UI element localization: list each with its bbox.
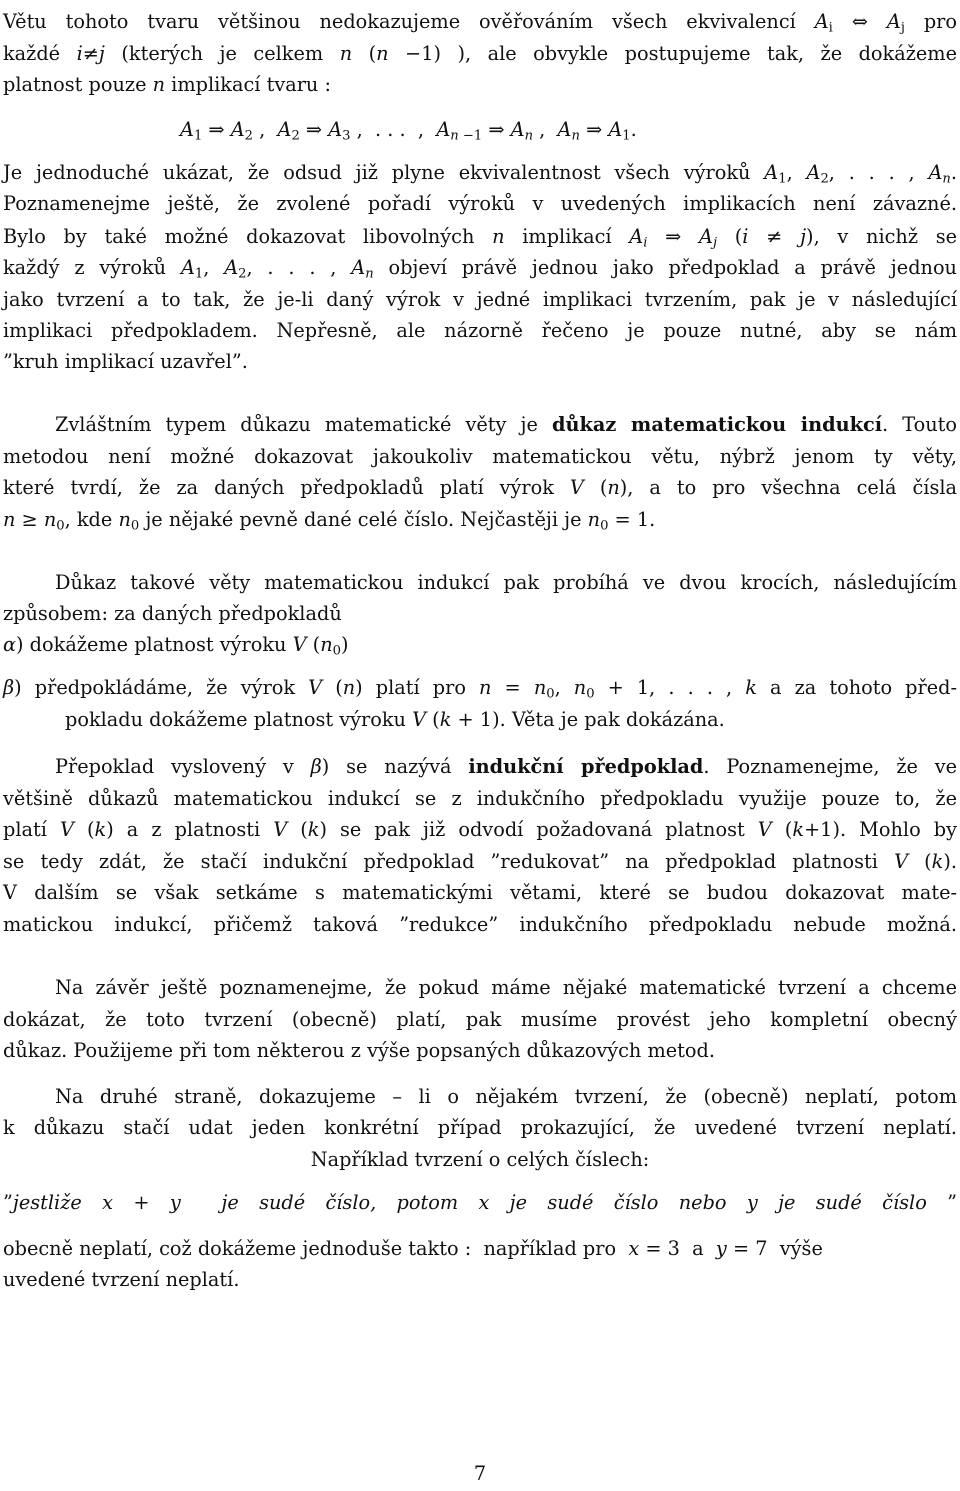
text-line: obecně neplatí, což dokážeme jednoduše takto : například pro x = 3 a y = 7 výše — [3, 1237, 823, 1260]
text-line: implikaci předpokladem. Nepřesně, ale názorně řečeno je pouze nutné, aby se nám — [3, 319, 957, 342]
text-line: k důkazu stačí udat jeden konkrétní případ prokazující, že uvedené tvrzení neplatí. — [3, 1116, 957, 1139]
text-line: Bylo by také možné dokazovat libovolných n implikací $A_i$ ⇒ $A_j$ (i ≠ j), v nichž se — [3, 225, 958, 251]
text-line: ”kruh implikací uzavřel”. — [3, 350, 248, 373]
text-line: které tvrdí, že za daných předpokladů platí výrok V (n), a to pro všechna celá čísla — [3, 476, 958, 499]
text-line: Zvláštním typem důkazu matematické věty je důkaz matematickou indukcí. Touto — [55, 413, 957, 436]
text-line: Větu tohoto tvaru většinou nedokazujeme ověřováním všech ekvivalencí $A_i$ ⇔ $A_j$ pro — [3, 10, 957, 36]
text-line: většině důkazů matematickou indukcí se z indukčního předpokladu využije pouze to, že — [3, 787, 957, 810]
text-line: uvedené tvrzení neplatí. — [3, 1268, 240, 1291]
text-line: $A_1$ ⇒ $A_2$ , $A_2$ ⇒ $A_3$ , . . . , $A_{n -1}$ ⇒ $A_n$ , $A_n$ ⇒ $A_1$. — [180, 118, 637, 144]
text-line: důkaz. Použijeme při tom některou z výše popsaných důkazových metod. — [3, 1039, 715, 1062]
text-line: matickou indukcí, přičemž taková ”redukce” indukčního předpokladu nebude možná. — [3, 913, 957, 936]
text-line: platnost pouze n implikací tvaru : — [3, 73, 331, 96]
page-number: 7 — [473, 1462, 487, 1485]
text-line: dokázat, že toto tvrzení (obecně) platí, pak musíme provést jeho kompletní obecný — [3, 1008, 957, 1031]
text-line: metodou není možné dokazovat jakoukoliv matematickou větu, nýbrž jenom ty věty, — [3, 445, 957, 468]
text-line: způsobem: za daných předpokladů — [3, 602, 342, 625]
text-line: Poznamenejme ještě, že zvolené pořadí výroků v uvedených implikacích není závazné. — [3, 192, 957, 215]
text-line: β) předpokládáme, že výrok V (n) platí pro $n = n_0$, $n_0 + 1$, . . . , k a za tohoto před- — [3, 676, 958, 702]
text-line: se tedy zdát, že stačí indukční předpoklad ”redukovat” na předpoklad platnosti V (k). — [3, 850, 957, 873]
text-line: jako tvrzení a to tak, že je-li daný výrok v jedné implikaci tvrzením, pak je v následující — [3, 288, 957, 311]
text-line: $n \ge n_0$, kde $n_0$ je nějaké pevně dané celé číslo. Nejčastěji je $n_0 = 1$. — [3, 508, 656, 534]
text-line: platí V (k) a z platnosti V (k) se pak již odvodí požadovaná platnost V (k+1). Mohlo by — [3, 818, 957, 841]
text-line: Na druhé straně, dokazujeme – li o nějakém tvrzení, že (obecně) neplatí, potom — [55, 1085, 957, 1108]
text-line: Na závěr ještě poznamenejme, že pokud máme nějaké matematické tvrzení a chceme — [55, 976, 957, 999]
text-line: Je jednoduché ukázat, že odsud již plyne ekvivalentnost všech výroků $A_1$, $A_2$, . . . , $A_n$. — [3, 161, 957, 187]
text-line: V dalším se však setkáme s matematickými větami, které se budou dokazovat mate- — [3, 881, 957, 904]
text-line: každý z výroků $A_1$, $A_2$, . . . , $A_n$ objeví právě jednou jako předpoklad a právě jednou — [3, 256, 957, 282]
text-line: Přepoklad vyslovený v β) se nazývá indukční předpoklad. Poznamenejme, že ve — [55, 755, 957, 778]
text-line: α) dokážeme platnost výroku V $(n_0)$ — [3, 633, 349, 659]
text-line: každé i≠j (kterých je celkem n (n −1) ), ale obvykle postupujeme tak, že dokážeme — [3, 42, 957, 65]
text-line: Důkaz takové věty matematickou indukcí pak probíhá ve dvou krocích, následujícím — [55, 571, 957, 594]
text-line: ”jestliže x + y je sudé číslo, potom x je sudé číslo nebo y je sudé číslo ” — [3, 1191, 957, 1214]
text-line: Například tvrzení o celých číslech: — [310, 1148, 650, 1171]
text-line: pokladu dokážeme platnost výroku V (k + 1). Věta je pak dokázána. — [65, 708, 725, 731]
